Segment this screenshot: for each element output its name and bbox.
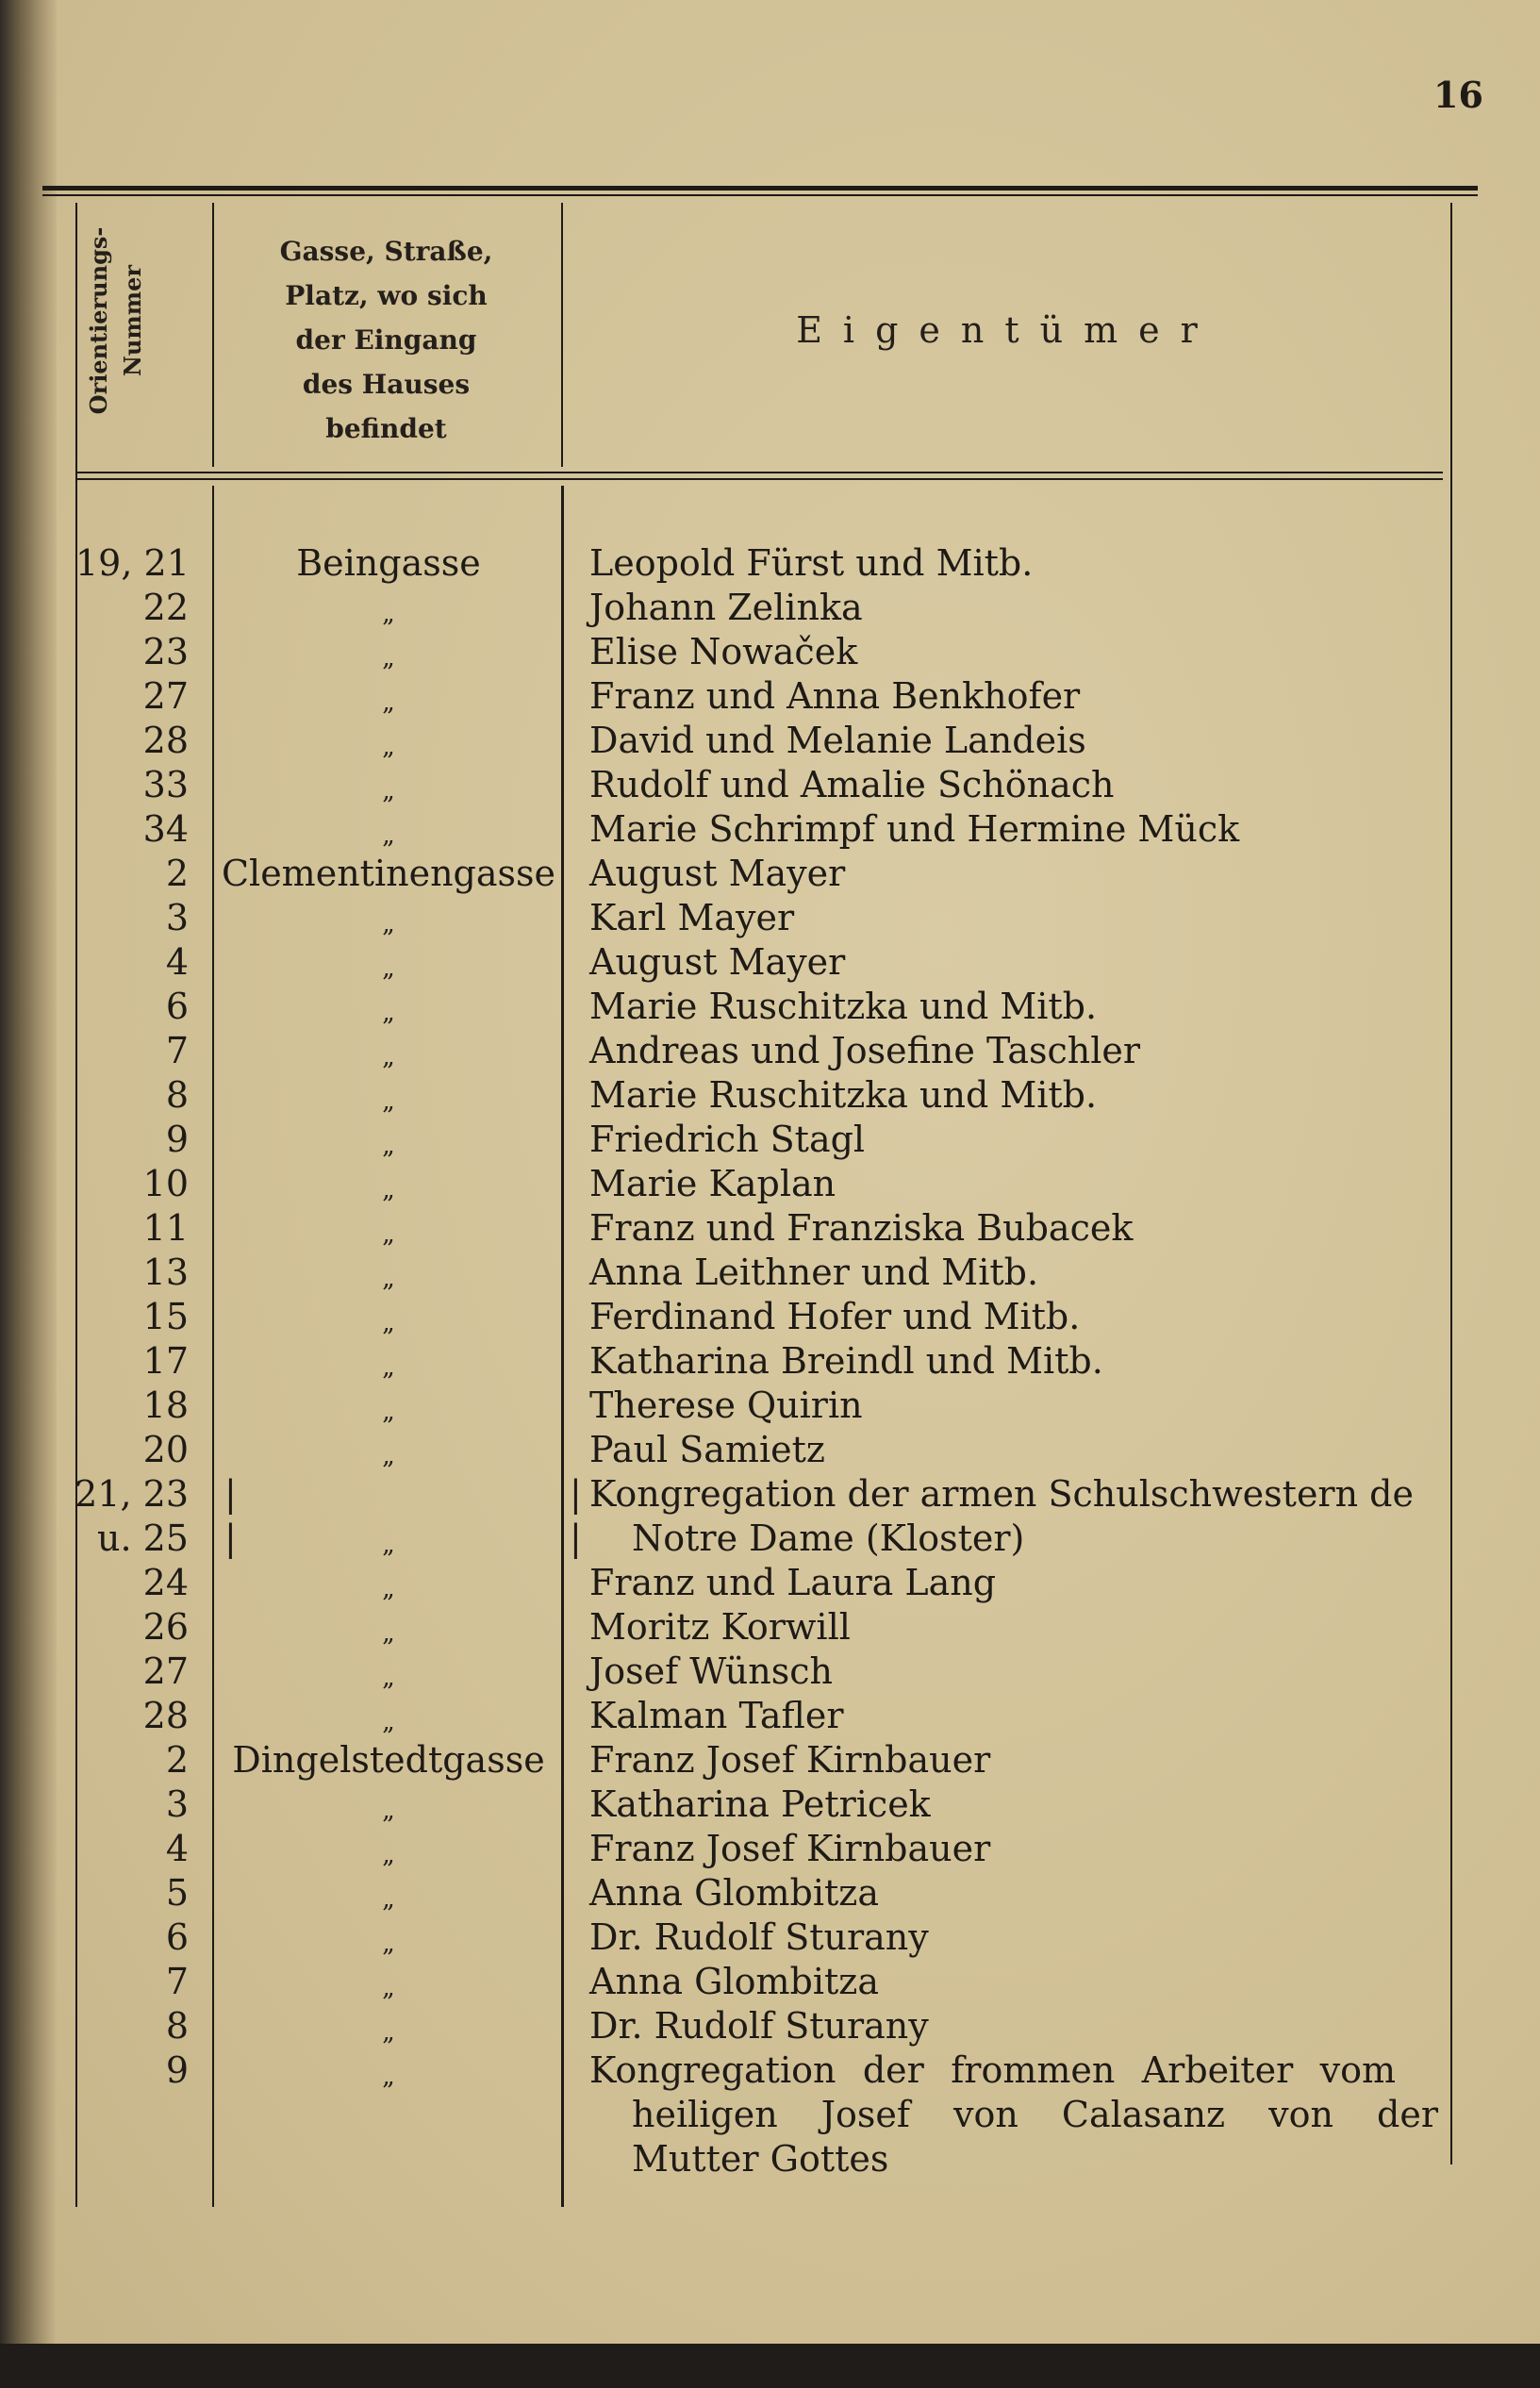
- ditto-mark: „: [382, 1664, 395, 1692]
- owner-name: Kongregation der frommen Arbeiter vom: [589, 2049, 1396, 2091]
- owner-name: Franz und Anna Benkhofer: [589, 675, 1081, 717]
- col-divider-1: [212, 203, 214, 467]
- house-number: 3: [165, 1783, 189, 1825]
- owner-name: Anna Leithner und Mitb.: [589, 1252, 1039, 1293]
- owner-name: Marie Kaplan: [589, 1163, 836, 1204]
- header-number-line-1: Orientierungs-: [85, 226, 112, 415]
- table-row: [0, 2138, 1540, 2182]
- table-row: [0, 1783, 1540, 1828]
- table-row: [0, 631, 1540, 675]
- brace-mark: |: [224, 1517, 237, 1559]
- table-row: [0, 1030, 1540, 1074]
- table-row: [0, 542, 1540, 587]
- ditto-mark: „: [382, 1575, 395, 1603]
- ditto-mark: „: [382, 644, 395, 672]
- house-number: 10: [142, 1163, 189, 1204]
- ditto-mark: „: [382, 1398, 395, 1426]
- house-number: 27: [142, 675, 189, 717]
- ditto-mark: „: [382, 1619, 395, 1648]
- house-number: 3: [165, 897, 189, 938]
- table-row: [0, 1739, 1540, 1783]
- house-number: 34: [142, 808, 189, 850]
- ditto-mark: „: [382, 600, 395, 628]
- header-street-line: befindet: [325, 413, 447, 444]
- owner-name: Paul Samietz: [589, 1429, 825, 1470]
- ditto-mark: „: [382, 733, 395, 761]
- table-row: [0, 1207, 1540, 1252]
- table-row: [0, 941, 1540, 986]
- house-number: 5: [165, 1872, 189, 1914]
- owner-name: Dr. Rudolf Sturany: [589, 1916, 929, 1958]
- house-number: 2: [165, 853, 189, 894]
- ditto-mark: „: [382, 1708, 395, 1736]
- table-row: [0, 1385, 1540, 1429]
- table-row: [0, 2094, 1540, 2138]
- ditto-mark: „: [382, 1885, 395, 1914]
- table-row: [0, 1252, 1540, 1296]
- page-number: 16: [1433, 74, 1483, 116]
- table-row: [0, 1828, 1540, 1872]
- header-street-line: Platz, wo sich: [285, 280, 488, 311]
- owner-name: Marie Ruschitzka und Mitb.: [589, 986, 1098, 1027]
- house-number: 9: [165, 2049, 189, 2091]
- ditto-mark: „: [382, 821, 395, 850]
- owner-name: Moritz Korwill: [589, 1606, 851, 1648]
- owner-name: heiligen Josef von Calasanz von der: [632, 2094, 1438, 2135]
- owner-name: David und Melanie Landeis: [589, 720, 1086, 761]
- ditto-mark: „: [382, 1176, 395, 1204]
- ditto-mark: „: [382, 1797, 395, 1825]
- owner-name: Rudolf und Amalie Schönach: [589, 764, 1115, 805]
- street-name: Beingasse: [296, 542, 481, 584]
- house-number: 2: [165, 1739, 189, 1781]
- brace-mark: |: [224, 1473, 237, 1515]
- owner-name: Anna Glombitza: [589, 1872, 879, 1914]
- ditto-mark: „: [382, 1531, 395, 1559]
- table-row: [0, 1695, 1540, 1739]
- house-number: 17: [142, 1340, 189, 1382]
- house-number: 27: [142, 1650, 189, 1692]
- header-street-line: des Hauses: [302, 369, 471, 400]
- owner-name: Katharina Breindl und Mitb.: [589, 1340, 1103, 1382]
- ditto-mark: „: [382, 1442, 395, 1470]
- owner-name: Johann Zelinka: [589, 587, 863, 628]
- header-rule-2: [77, 478, 1443, 480]
- ditto-mark: „: [382, 2018, 395, 2047]
- table-row: [0, 1119, 1540, 1163]
- ditto-mark: „: [382, 1043, 395, 1071]
- house-number: 28: [142, 1695, 189, 1736]
- table-row: [0, 1163, 1540, 1207]
- owner-name: Ferdinand Hofer und Mitb.: [589, 1296, 1081, 1337]
- table-row: [0, 1517, 1540, 1562]
- house-number: 13: [142, 1252, 189, 1293]
- street-name: Dingelstedtgasse: [232, 1739, 545, 1781]
- ditto-mark: „: [382, 777, 395, 805]
- top-rule-thin: [42, 194, 1478, 196]
- house-number: 4: [165, 1828, 189, 1869]
- ditto-mark: „: [382, 2063, 395, 2091]
- house-number: 6: [165, 1916, 189, 1958]
- owner-name: Marie Ruschitzka und Mitb.: [589, 1074, 1098, 1116]
- brace-mark: |: [570, 1517, 582, 1559]
- ditto-mark: „: [382, 688, 395, 717]
- owner-name: Kalman Tafler: [589, 1695, 844, 1736]
- house-number: 23: [142, 631, 189, 672]
- house-number: 33: [142, 764, 189, 805]
- table-row: [0, 2005, 1540, 2049]
- owner-name: Elise Nowaček: [589, 631, 858, 672]
- table-row: [0, 587, 1540, 631]
- owner-name: August Mayer: [589, 941, 846, 983]
- house-number: 24: [142, 1562, 189, 1603]
- owner-name: Dr. Rudolf Sturany: [589, 2005, 929, 2047]
- table-row: [0, 1650, 1540, 1695]
- ditto-mark: „: [382, 910, 395, 938]
- owner-name: Kongregation der armen Schulschwestern de: [589, 1473, 1414, 1515]
- street-name: Clementinengasse: [221, 853, 556, 894]
- header-street-line: Gasse, Straße,: [279, 236, 493, 267]
- table-row: [0, 1429, 1540, 1473]
- table-row: [0, 808, 1540, 853]
- top-rule: [42, 186, 1478, 191]
- table-row: [0, 2049, 1540, 2094]
- table-row: [0, 1961, 1540, 2005]
- house-number: 7: [165, 1030, 189, 1071]
- house-number: 26: [142, 1606, 189, 1648]
- owner-name: Franz und Franziska Bubacek: [589, 1207, 1134, 1249]
- header-owner-column: Eigentümer: [796, 309, 1218, 351]
- owner-name: Karl Mayer: [589, 897, 795, 938]
- house-number: 11: [142, 1207, 189, 1249]
- house-number: 7: [165, 1961, 189, 2002]
- ditto-mark: „: [382, 999, 395, 1027]
- house-number: 28: [142, 720, 189, 761]
- header-number-line-2: Nummer: [119, 264, 146, 377]
- owner-name: Josef Wünsch: [589, 1650, 833, 1692]
- ditto-mark: „: [382, 1132, 395, 1160]
- owner-name: August Mayer: [589, 853, 846, 894]
- brace-mark: |: [570, 1473, 582, 1515]
- owner-name: Franz Josef Kirnbauer: [589, 1828, 991, 1869]
- table-row: [0, 1916, 1540, 1961]
- owner-name: Therese Quirin: [589, 1385, 863, 1426]
- owner-name: Notre Dame (Kloster): [632, 1517, 1025, 1559]
- ditto-mark: „: [382, 1265, 395, 1293]
- table-row: [0, 986, 1540, 1030]
- ditto-mark: „: [382, 1220, 395, 1249]
- table-row: [0, 764, 1540, 808]
- header-street-line: der Eingang: [295, 324, 477, 356]
- ditto-mark: „: [382, 1087, 395, 1116]
- owner-name: Franz und Laura Lang: [589, 1562, 997, 1603]
- house-number: 18: [142, 1385, 189, 1426]
- header-rule: [77, 472, 1443, 473]
- house-number: 8: [165, 1074, 189, 1116]
- ditto-mark: „: [382, 1974, 395, 2002]
- ditto-mark: „: [382, 1353, 395, 1382]
- table-row: [0, 897, 1540, 941]
- table-row: [0, 1872, 1540, 1916]
- house-number: 6: [165, 986, 189, 1027]
- owner-name: Franz Josef Kirnbauer: [589, 1739, 991, 1781]
- owner-name: Anna Glombitza: [589, 1961, 879, 2002]
- table-row: [0, 1340, 1540, 1385]
- house-number: 20: [142, 1429, 189, 1470]
- table-row: [0, 1296, 1540, 1340]
- owner-name: Marie Schrimpf und Hermine Mück: [589, 808, 1240, 850]
- owner-name: Leopold Fürst und Mitb.: [589, 542, 1034, 584]
- owner-name: Friedrich Stagl: [589, 1119, 866, 1160]
- ditto-mark: „: [382, 1930, 395, 1958]
- page-bottom-edge: [0, 2344, 1540, 2388]
- header-number-column: [77, 193, 190, 467]
- ditto-mark: „: [382, 954, 395, 983]
- house-number: 4: [165, 941, 189, 983]
- house-number: 9: [165, 1119, 189, 1160]
- table-row: [0, 1473, 1540, 1517]
- table-row: [0, 1606, 1540, 1650]
- owner-name: Mutter Gottes: [632, 2138, 889, 2180]
- table-row: [0, 1562, 1540, 1606]
- table-row: [0, 853, 1540, 897]
- owner-name: Andreas und Josefine Taschler: [589, 1030, 1141, 1071]
- ditto-mark: „: [382, 1309, 395, 1337]
- owner-name: Katharina Petricek: [589, 1783, 931, 1825]
- header-street-column: [219, 229, 554, 451]
- house-number: 22: [142, 587, 189, 628]
- house-number: u. 25: [97, 1517, 189, 1559]
- col-divider-2: [561, 203, 563, 467]
- house-number: 19, 21: [75, 542, 190, 584]
- ditto-mark: „: [382, 1841, 395, 1869]
- table-row: [0, 675, 1540, 720]
- house-number: 15: [142, 1296, 189, 1337]
- table-row: [0, 720, 1540, 764]
- house-number: 8: [165, 2005, 189, 2047]
- house-number: 21, 23: [75, 1473, 189, 1515]
- table-row: [0, 1074, 1540, 1119]
